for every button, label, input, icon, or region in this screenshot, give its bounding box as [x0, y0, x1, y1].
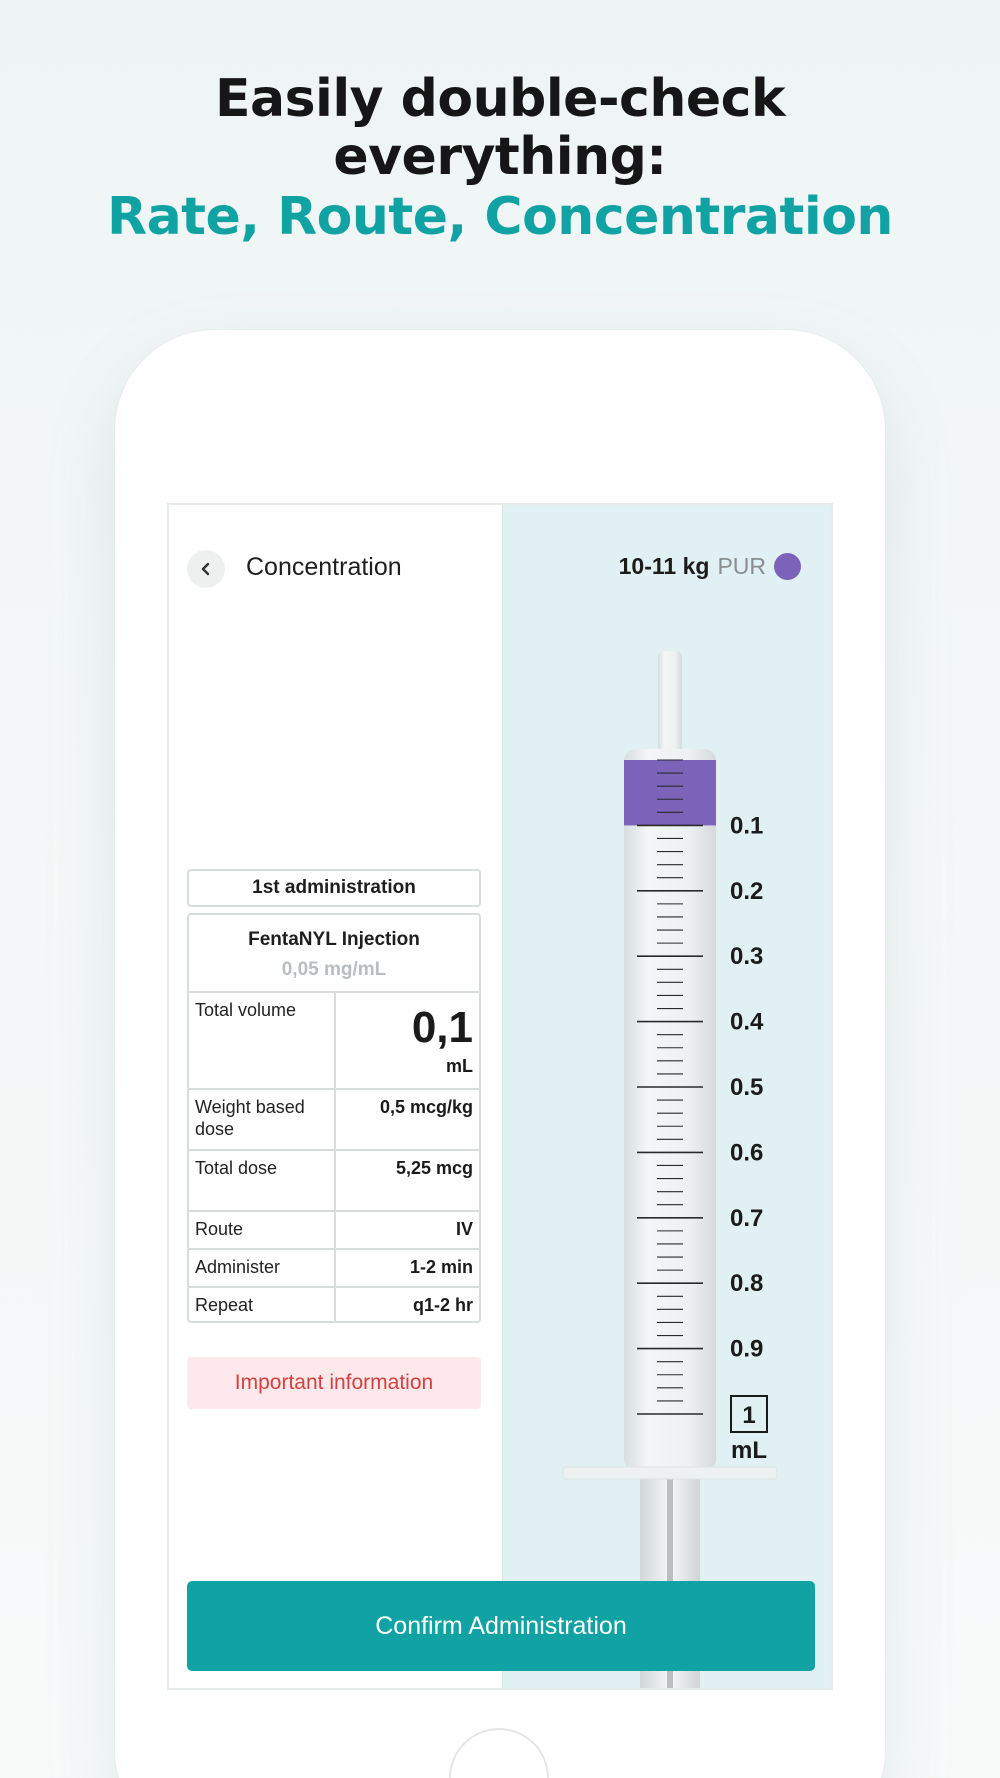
syringe-pane	[502, 505, 833, 1688]
row-value: 5,25 mcg	[335, 1150, 479, 1211]
total-volume-unit: mL	[446, 1056, 473, 1076]
drug-name: FentaNYL Injection	[248, 929, 420, 950]
row-value: 1-2 min	[335, 1249, 479, 1287]
syringe-fill	[624, 760, 716, 825]
row-value: IV	[335, 1211, 479, 1249]
row-label: Total volume	[189, 993, 335, 1089]
row-label: Repeat	[189, 1287, 335, 1323]
confirm-administration-button[interactable]: Confirm Administration	[187, 1581, 815, 1671]
drug-header	[189, 915, 479, 993]
table-row	[189, 1287, 479, 1323]
details-pane	[169, 505, 502, 1688]
syringe-flange	[563, 1467, 777, 1479]
syringe-barrel	[624, 749, 716, 1471]
table-row	[189, 1211, 479, 1249]
table-row	[189, 993, 479, 1089]
scale-label: 0.5	[730, 1074, 764, 1101]
dose-table	[189, 993, 479, 1323]
weight-range: 10-11 kg	[618, 553, 710, 579]
table-row	[189, 1150, 479, 1211]
chevron-left-icon	[199, 562, 213, 576]
scale-label: 0.7	[730, 1204, 764, 1232]
total-volume-cell	[335, 993, 479, 1089]
headline-line-3: Rate, Route, Concentration	[107, 187, 893, 247]
scale-label: 0.6	[730, 1139, 764, 1167]
scale-label: 0.2	[730, 877, 764, 905]
back-button[interactable]	[187, 550, 225, 588]
scale-label: 0.4	[730, 1008, 764, 1036]
row-label: Total dose	[189, 1150, 335, 1211]
syringe-tip	[658, 651, 682, 759]
row-label: Weight based dose	[189, 1089, 335, 1150]
max-label: 1	[742, 1402, 756, 1429]
syringe-graphic	[503, 505, 833, 1690]
headline	[0, 70, 1000, 248]
headline-line-1: Easily double-check	[214, 69, 786, 129]
total-volume-value: 0,1	[411, 1003, 473, 1052]
drug-card	[187, 913, 481, 1323]
administration-tag: 1st administration	[187, 869, 481, 907]
row-label: Administer	[189, 1249, 335, 1287]
unit-label: mL	[731, 1437, 767, 1464]
scale-label: 0.9	[730, 1335, 764, 1363]
scale-label: 0.1	[730, 812, 764, 840]
headline-line-2: everything:	[333, 127, 667, 187]
row-label: Route	[189, 1211, 335, 1249]
row-value: q1-2 hr	[412, 1295, 473, 1315]
row-value: 0,5 mcg/kg	[335, 1089, 479, 1150]
important-information-button[interactable]: Important information	[187, 1357, 481, 1409]
table-row	[189, 1089, 479, 1150]
scale-label: 0.3	[730, 943, 764, 971]
color-code: PUR	[717, 553, 766, 579]
drug-concentration: 0,05 mg/mL	[281, 959, 387, 980]
table-row	[189, 1249, 479, 1287]
scale-label: 0.8	[730, 1270, 764, 1298]
page-title: Concentration	[246, 553, 402, 581]
app-screen	[167, 503, 833, 1690]
